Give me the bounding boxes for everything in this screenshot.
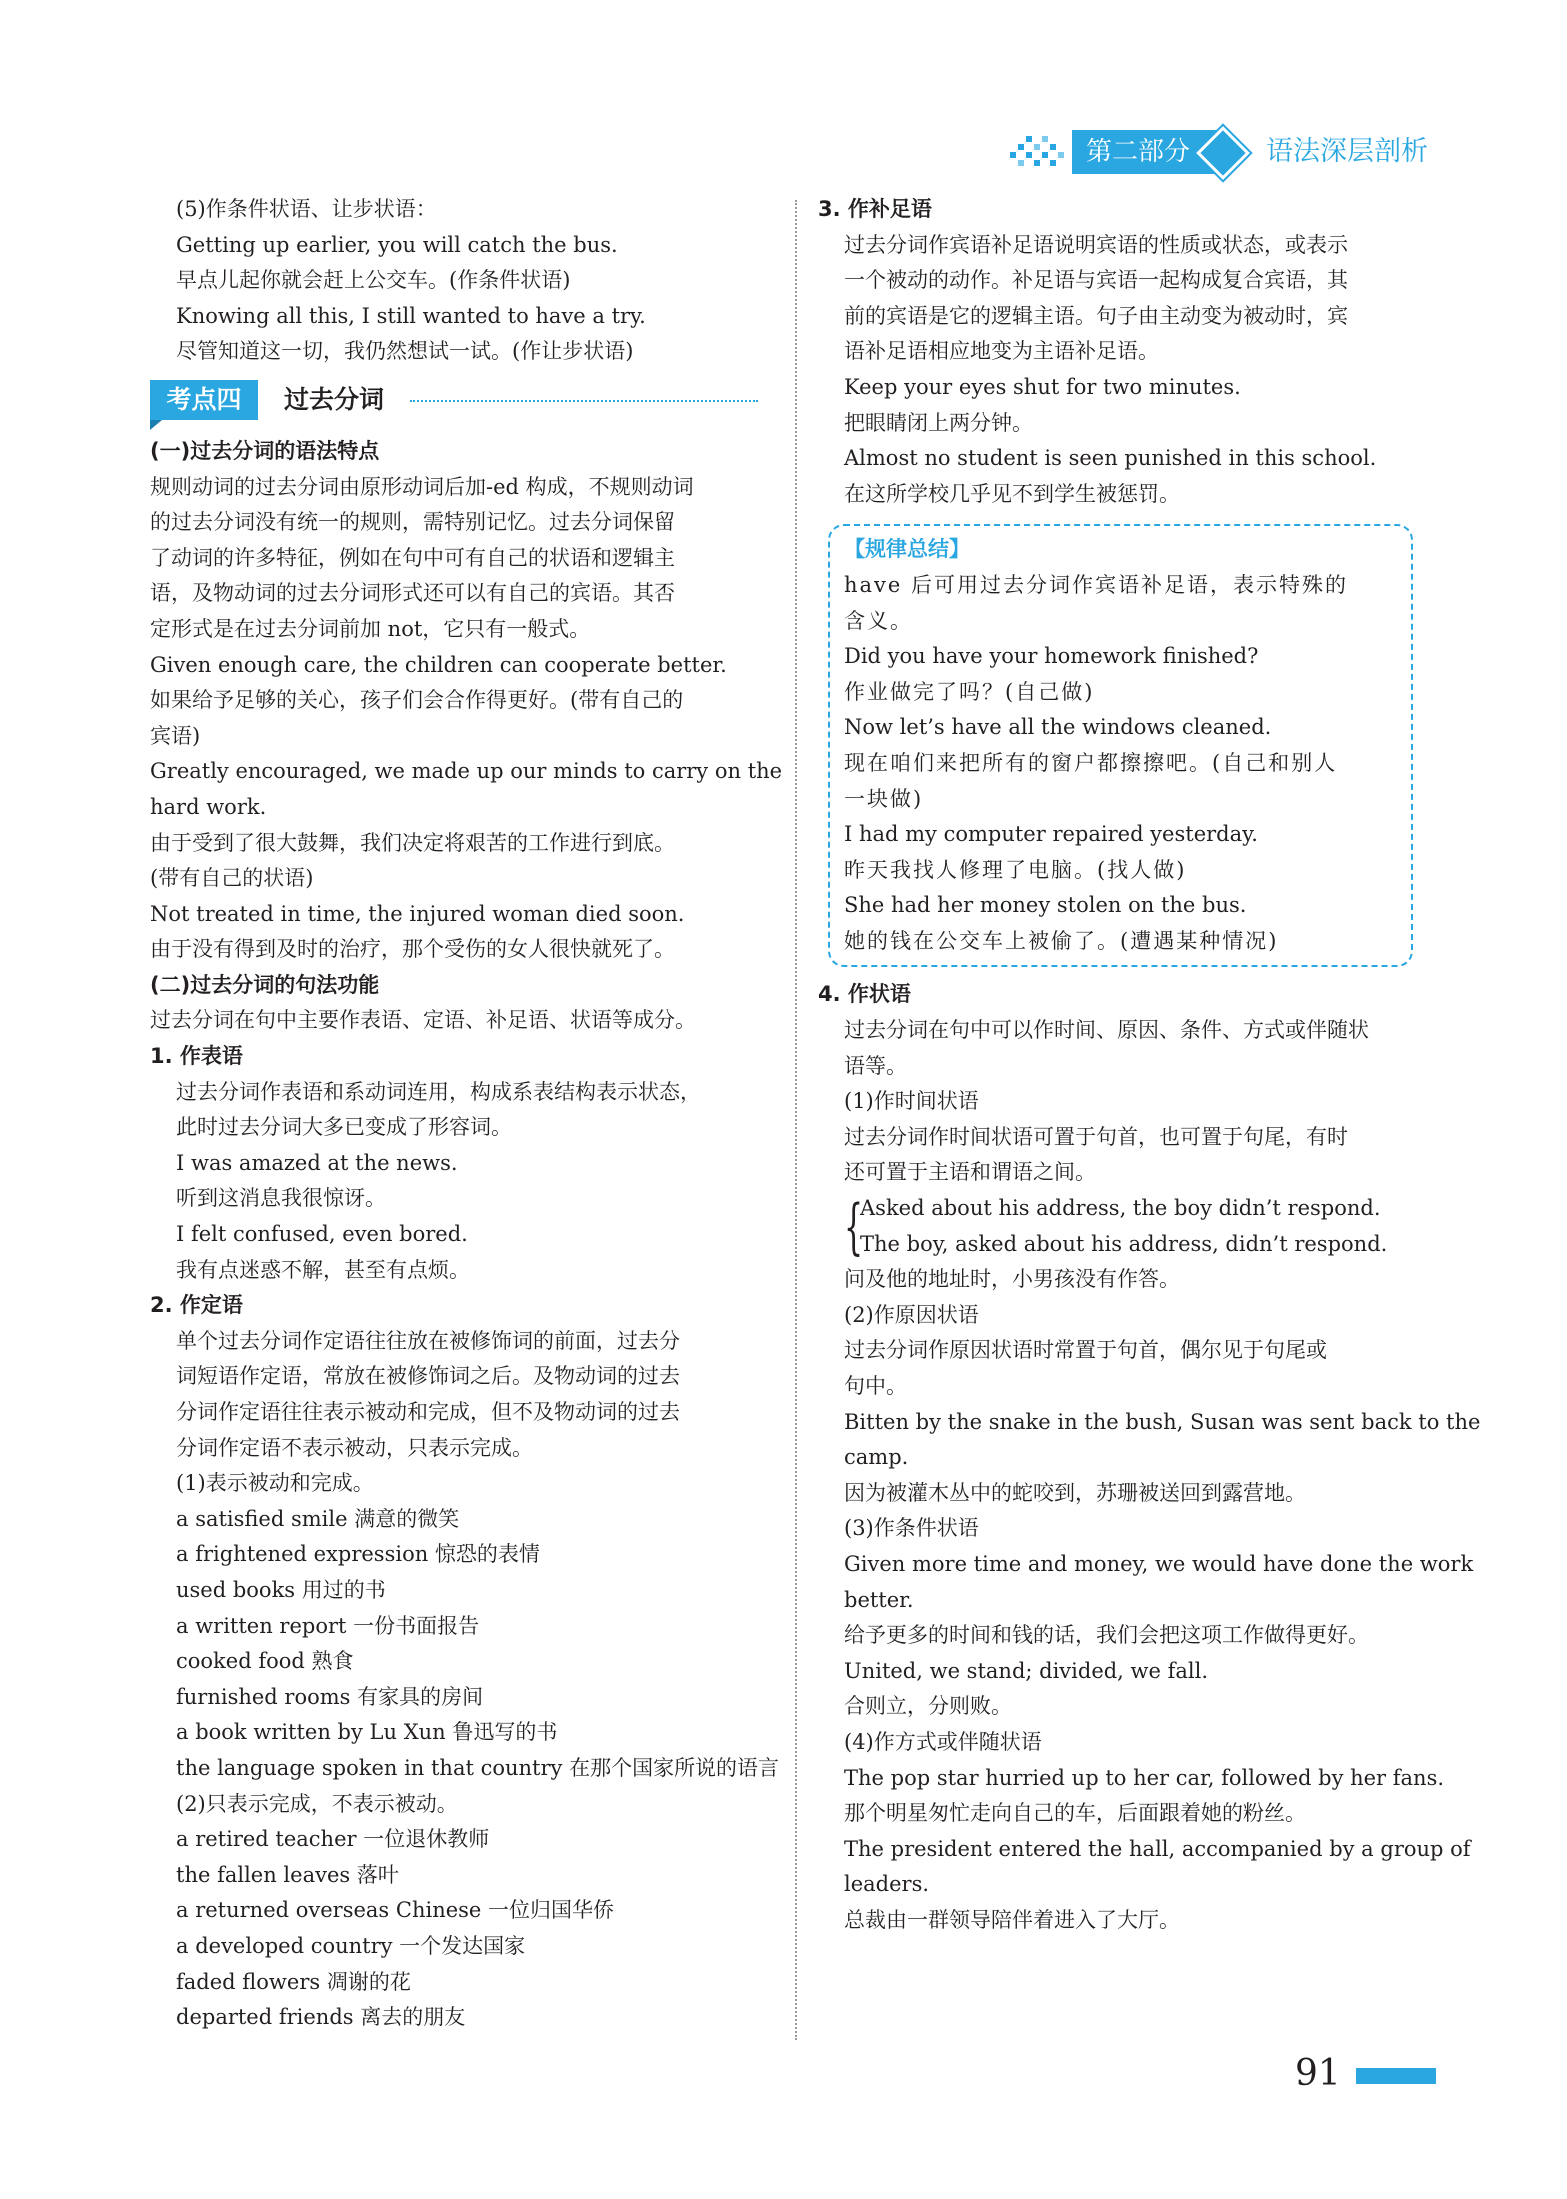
text-line: faded flowers 凋谢的花 (176, 1969, 411, 1994)
item-title: 3. 作补足语 (818, 197, 932, 221)
text-line: (1)表示被动和完成。 (176, 1471, 374, 1496)
text-line: 问及他的地址时，小男孩没有作答。 (844, 1267, 1180, 1292)
text-line: The president entered the hall, accompanied by a group of (844, 1836, 1471, 1861)
left-column (150, 192, 783, 2036)
text-line: 宾语) (150, 723, 201, 748)
text-line: 把眼睛闭上两分钟。 (844, 410, 1033, 435)
text-line: 规则动词的过去分词由原形动词后加-ed 构成，不规则动词 (150, 474, 694, 499)
text-line: 现在咱们来把所有的窗户都擦擦吧。(自己和别人 (844, 750, 1338, 775)
text-line: 过去分词在句中可以作时间、原因、条件、方式或伴随状 (844, 1018, 1369, 1043)
text-line: 过去分词在句中主要作表语、定语、补足语、状语等成分。 (150, 1008, 696, 1033)
text-line: 过去分词作表语和系动词连用，构成系表结构表示状态， (176, 1079, 701, 1104)
text-line: 词短语作定语，常放在被修饰词之后。及物动词的过去 (176, 1364, 680, 1389)
text-line: I had my computer repaired yesterday. (844, 822, 1258, 847)
text-line: 句中。 (844, 1374, 907, 1398)
text-line: Getting up earlier, you will catch the bus. (176, 232, 618, 257)
text-line: Given more time and money, we would have done the work (844, 1551, 1474, 1576)
text-line: a returned overseas Chinese 一位归国华侨 (176, 1898, 615, 1923)
text-line: a frightened expression 惊恐的表情 (176, 1542, 540, 1567)
text-line: The pop star hurried up to her car, followed by her fans. (844, 1765, 1445, 1790)
text-line: 由于没有得到及时的治疗，那个受伤的女人很快就死了。 (150, 937, 675, 962)
text-line: 一块做) (844, 786, 924, 811)
text-line: United, we stand; divided, we fall. (844, 1658, 1209, 1683)
text-line: leaders. (844, 1872, 930, 1897)
text-line: Knowing all this, I still wanted to have a try. (176, 303, 646, 328)
text-line: Almost no student is seen punished in this school. (844, 446, 1377, 471)
text-line: 过去分词作宾语补足语说明宾语的性质或状态，或表示 (844, 232, 1348, 257)
section-header (150, 374, 766, 430)
section-title: 过去分词 (284, 384, 385, 414)
text-line: 的过去分词没有统一的规则，需特别记忆。过去分词保留 (150, 510, 675, 535)
section-dotted-rule (410, 400, 758, 402)
text-line: hard work. (150, 794, 267, 819)
text-line: 如果给予足够的关心，孩子们会合作得更好。(带有自己的 (150, 688, 684, 713)
text-line: She had her money stolen on the bus. (844, 893, 1247, 918)
text-line: 昨天我找人修理了电脑。(找人做) (844, 857, 1187, 882)
text-line: 语，及物动词的过去分词形式还可以有自己的宾语。其否 (150, 581, 675, 606)
text-line: 一个被动的动作。补足语与宾语一起构成复合宾语，其 (844, 268, 1348, 293)
text-line: (带有自己的状语) (150, 866, 314, 891)
text-line: 总裁由一群领导陪伴着进入了大厅。 (844, 1907, 1180, 1932)
text-line: a satisfied smile 满意的微笑 (176, 1506, 460, 1531)
text-line: (4)作方式或伴随状语 (844, 1729, 1042, 1754)
text-line: 因为被灌木丛中的蛇咬到，苏珊被送回到露营地。 (844, 1480, 1306, 1505)
text-line: 听到这消息我很惊讶。 (176, 1186, 386, 1211)
text-line: (1)作时间状语 (844, 1089, 979, 1114)
text-line: 定形式是在过去分词前加 not，它只有一般式。 (150, 616, 591, 641)
text-line: a written report 一份书面报告 (176, 1613, 480, 1638)
text-line: Bitten by the snake in the bush, Susan was sent back to the (844, 1409, 1481, 1434)
text-line: Asked about his address, the boy didn’t respond. (860, 1196, 1381, 1221)
text-line: a book written by Lu Xun 鲁迅写的书 (176, 1720, 558, 1745)
brace-group (844, 1191, 1438, 1262)
item-title: 2. 作定语 (150, 1293, 243, 1318)
text-line: 单个过去分词作定语往往放在被修饰词的前面，过去分 (176, 1328, 680, 1353)
text-line: 给予更多的时间和钱的话，我们会把这项工作做得更好。 (844, 1623, 1369, 1648)
text-line: 早点儿起你就会赶上公交车。(作条件状语) (176, 268, 571, 293)
text-line: 尽管知道这一切，我仍然想试一试。(作让步状语) (176, 339, 634, 364)
text-line: 过去分词作原因状语时常置于句首，偶尔见于句尾或 (844, 1338, 1327, 1363)
text-line: I felt confused, even bored. (176, 1222, 468, 1247)
text-line: (5)作条件状语、让步状语： (176, 197, 437, 221)
text-line: The boy, asked about his address, didn’t respond. (860, 1231, 1388, 1256)
text-line: Did you have your homework finished? (844, 644, 1259, 669)
text-line: a retired teacher 一位退休教师 (176, 1827, 490, 1852)
text-line: I was amazed at the news. (176, 1150, 458, 1175)
text-line: 过去分词作时间状语可置于句首，也可置于句尾，有时 (844, 1124, 1348, 1149)
text-line: departed friends 离去的朋友 (176, 2005, 466, 2030)
part-label: 第二部分 (1072, 130, 1220, 174)
text-line: 由于受到了很大鼓舞，我们决定将艰苦的工作进行到底。 (150, 830, 675, 855)
text-line: a developed country 一个发达国家 (176, 1933, 526, 1958)
text-line: Now let’s have all the windows cleaned. (844, 715, 1272, 740)
rule-summary-box (828, 524, 1413, 967)
item-title: 1. 作表语 (150, 1044, 243, 1069)
text-line: (3)作条件状语 (844, 1516, 979, 1541)
text-line: 在这所学校几乎见不到学生被惩罚。 (844, 481, 1180, 506)
text-line: camp. (844, 1445, 909, 1470)
text-line: Greatly encouraged, we made up our minds to carry on the (150, 759, 783, 784)
item-title: 4. 作状语 (818, 982, 911, 1007)
subsection-title: (一)过去分词的语法特点 (150, 438, 380, 463)
text-line: 语补足语相应地变为主语补足语。 (844, 339, 1159, 364)
text-line: Not treated in time, the injured woman died soon. (150, 901, 685, 926)
text-line: 语等。 (844, 1053, 907, 1078)
pixel-logo-icon (1008, 134, 1070, 170)
text-line: 那个明星匆忙走向自己的车，后面跟着她的粉丝。 (844, 1801, 1306, 1826)
text-line: 她的钱在公交车上被偷了。(遭遇某种情况) (844, 928, 1279, 953)
text-line: the fallen leaves 落叶 (176, 1862, 399, 1887)
box-tag: 【规律总结】 (844, 537, 970, 562)
brace-icon: { (844, 1192, 864, 1263)
text-line: (2)只表示完成，不表示被动。 (176, 1791, 458, 1816)
right-column (818, 192, 1481, 1939)
page-header (1008, 128, 1448, 176)
text-line: cooked food 熟食 (176, 1649, 354, 1674)
text-line: used books 用过的书 (176, 1577, 386, 1602)
subsection-title: (二)过去分词的句法功能 (150, 972, 380, 997)
text-line: 分词作定语不表示被动，只表示完成。 (176, 1435, 533, 1460)
text-line: 含义。 (844, 608, 913, 633)
text-line: (2)作原因状语 (844, 1302, 979, 1327)
text-line: 此时过去分词大多已变成了形容词。 (176, 1115, 512, 1140)
text-line: the language spoken in that country 在那个国家所说的语言 (176, 1755, 780, 1780)
text-line: 前的宾语是它的逻辑主语。句子由主动变为被动时，宾 (844, 303, 1348, 328)
text-line: 合则立，分则败。 (844, 1694, 1012, 1719)
text-line: 分词作定语往往表示被动和完成，但不及物动词的过去 (176, 1400, 680, 1424)
example-pair (818, 1191, 1438, 1262)
page-number-bar (1356, 2068, 1436, 2084)
section-badge: 考点四 (150, 380, 258, 420)
column-divider (795, 200, 797, 2040)
text-line: 了动词的许多特征，例如在句中可有自己的状语和逻辑主 (150, 545, 675, 570)
text-line: better. (844, 1587, 914, 1612)
text-line: 作业做完了吗？(自己做) (844, 679, 1095, 704)
page-number: 91 (1295, 2053, 1341, 2094)
text-line: furnished rooms 有家具的房间 (176, 1684, 484, 1709)
text-line: 我有点迷惑不解，甚至有点烦。 (176, 1257, 470, 1282)
text-line: 还可置于主语和谓语之间。 (844, 1160, 1096, 1185)
text-line: have 后可用过去分词作宾语补足语，表示特殊的 (844, 572, 1349, 597)
chapter-title: 语法深层剖析 (1266, 136, 1428, 167)
text-line: Keep your eyes shut for two minutes. (844, 374, 1241, 399)
text-line: Given enough care, the children can cooperate better. (150, 652, 727, 677)
